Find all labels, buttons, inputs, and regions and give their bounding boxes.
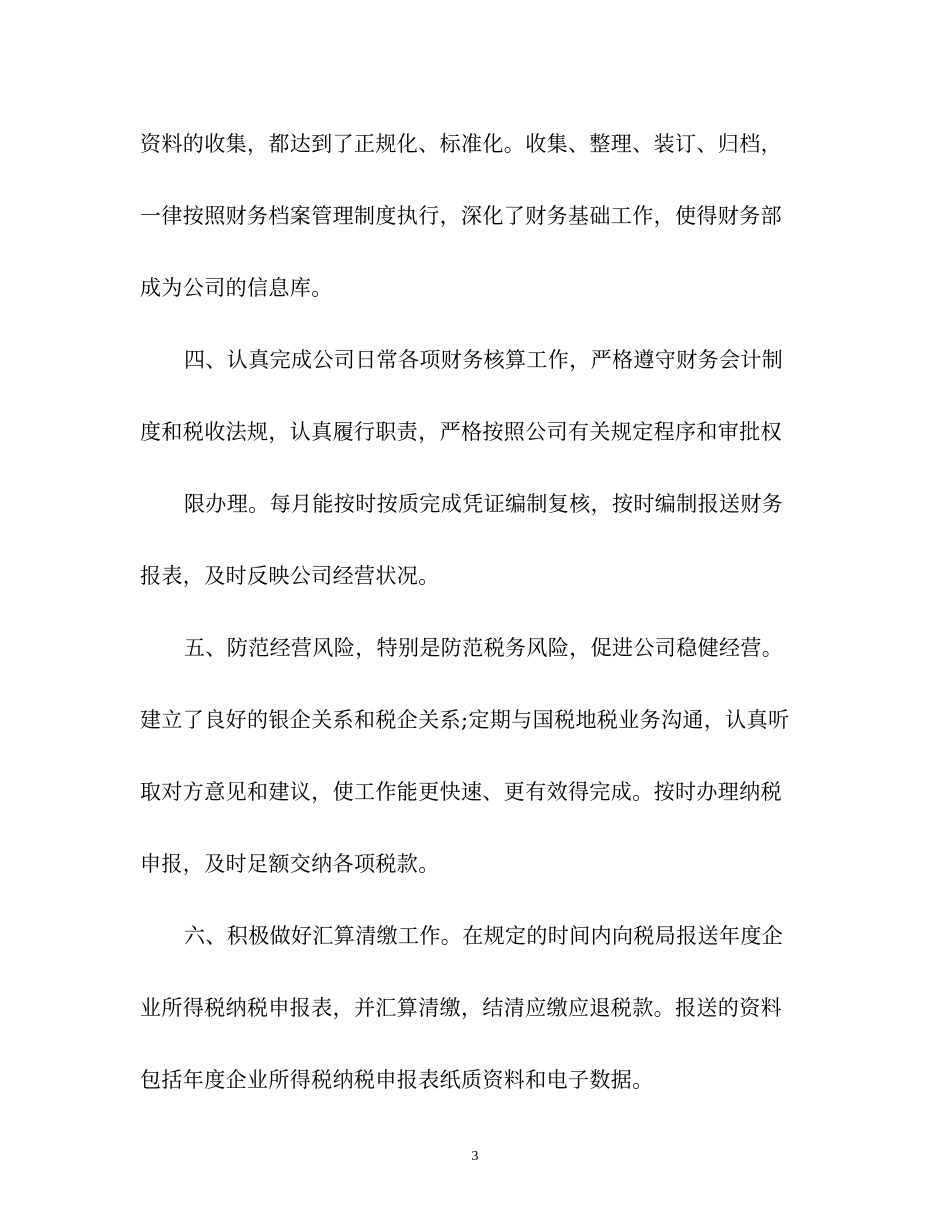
text-line-3: 成为公司的信息库。 [140, 276, 333, 300]
text-line-5: 度和税收法规，认真履行职责，严格按照公司有关规定程序和审批权 [140, 420, 782, 444]
text-line-6: 限办理。每月能按时按质完成凭证编制复核，按时编制报送财务 [184, 492, 784, 516]
text-line-7: 报表，及时反映公司经营状况。 [140, 564, 440, 588]
text-line-12: 六、积极做好汇算清缴工作。在规定的时间内向税局报送年度企 [184, 924, 784, 948]
text-line-2: 一律按照财务档案管理制度执行，深化了财务基础工作，使得财务部 [140, 204, 782, 228]
page-number: 3 [471, 1149, 479, 1164]
text-line-13: 业所得税纳税申报表，并汇算清缴，结清应缴应退税款。报送的资料 [140, 996, 782, 1020]
text-line-9: 建立了良好的银企关系和税企关系;定期与国税地税业务沟通，认真听 [140, 708, 790, 732]
text-line-4: 四、认真完成公司日常各项财务核算工作，严格遵守财务会计制 [184, 348, 784, 372]
text-line-1: 资料的收集，都达到了正规化、标准化。收集、整理、装订、归档， [140, 132, 782, 156]
text-line-8: 五、防范经营风险，特别是防范税务风险，促进公司稳健经营。 [184, 636, 784, 660]
text-line-10: 取对方意见和建议，使工作能更快速、更有效得完成。按时办理纳税 [140, 780, 782, 804]
text-line-11: 申报，及时足额交纳各项税款。 [140, 852, 440, 876]
text-line-14: 包括年度企业所得税纳税申报表纸质资料和电子数据。 [140, 1068, 654, 1092]
